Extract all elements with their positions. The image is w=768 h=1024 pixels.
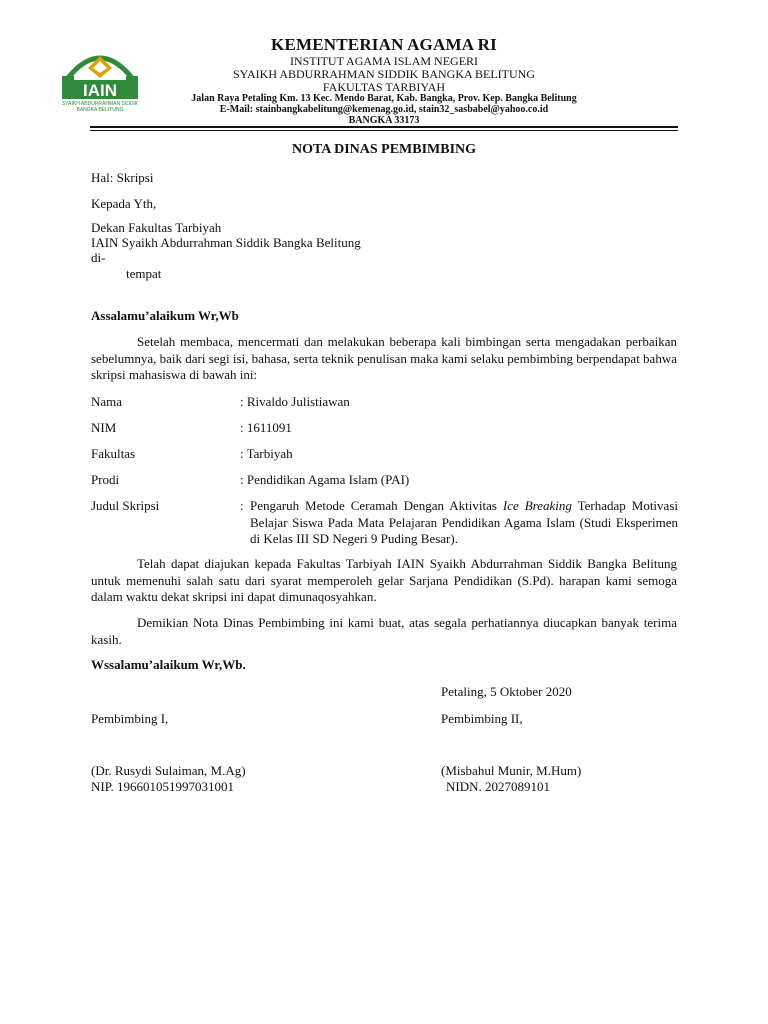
advisor-2-title: Pembimbing II, <box>441 711 523 726</box>
iain-logo-emblem <box>58 44 142 112</box>
recipient-line-2: IAIN Syaikh Abdurrahman Siddik Bangka Belitung <box>91 235 361 250</box>
judul-text-post: Terhadap Motivasi Belajar Siswa Pada Mata Pelajaran Pendidikan Agama Islam (Studi Eksperimen di Kelas III SD Negeri 9 Puding Besar). <box>250 498 678 546</box>
faculty-name: FAKULTAS TARBIYAH <box>322 80 446 94</box>
institute-city-postal: BANGKA 33173 <box>348 115 420 126</box>
iain-logo <box>58 44 142 112</box>
addressee-label: Kepada Yth, <box>91 196 157 211</box>
place-date: Petaling, 5 Oktober 2020 <box>441 684 572 699</box>
advisor-1-name: (Dr. Rusydi Sulaiman, M.Ag) <box>91 763 246 778</box>
logo-text: IAIN <box>83 81 117 100</box>
thanks-paragraph <box>91 615 677 648</box>
advisor-2-name: (Misbahul Munir, M.Hum) <box>441 763 582 778</box>
logo-caption-1: SYAIKH ABDURRAHMAN SIDDIK <box>61 101 139 107</box>
institute-address: Jalan Raya Petaling Km. 13 Kec. Mendo Barat, Kab. Bangka, Prov. Kep. Bangka Belitung <box>191 93 577 104</box>
submission-text: Telah dapat diajukan kepada Fakultas Tarbiyah IAIN Syaikh Abdurrahman Siddik Bangka Belitung untuk memenuhi salah satu dari syarat memperoleh gelar Sarjana Pendidikan (S.Pd). harapan kami semoga dalam waktu dekat skripsi ini dapat dimunaqosyahkan. <box>91 556 677 604</box>
field-label-nim: NIM <box>91 420 117 435</box>
intro-text: Setelah membaca, mencermati dan melakukan beberapa kali bimbingan serta mengadakan perbaikan sebelumnya, baik dari segi isi, bahasa, serta teknik penulisan maka kami selaku pembimbing berpendapat bahwa skripsi mahasiswa di bawah ini: <box>91 334 677 382</box>
field-value-nama: : Rivaldo Julistiawan <box>240 394 350 409</box>
field-label-judul: Judul Skripsi <box>91 498 160 513</box>
recipient-line-4: tempat <box>126 266 162 281</box>
field-value-nim: : 1611091 <box>240 420 292 435</box>
document-title: NOTA DINAS PEMBIMBING <box>291 142 477 157</box>
institute-full-name: SYAIKH ABDURRAHMAN SIDDIK BANGKA BELITUNG <box>232 67 535 81</box>
letterhead-divider-thick <box>90 126 678 128</box>
field-value-prodi: : Pendidikan Agama Islam (PAI) <box>240 472 410 487</box>
institute-name: INSTITUT AGAMA ISLAM NEGERI <box>289 54 479 68</box>
subject-line: Hal: Skripsi <box>91 170 154 185</box>
recipient-line-3: di- <box>91 250 106 265</box>
field-label-prodi: Prodi <box>91 472 120 487</box>
judul-text-italic: Ice Breaking <box>502 498 572 513</box>
intro-paragraph <box>91 334 677 384</box>
field-value-judul <box>250 498 678 548</box>
submission-paragraph <box>91 556 677 606</box>
judul-text-pre: Pengaruh Metode Ceramah Dengan Aktivitas <box>250 498 503 513</box>
thanks-text: Demikian Nota Dinas Pembimbing ini kami buat, atas segala perhatiannya diucapkan banyak terima kasih. <box>91 615 677 647</box>
closing-greeting: Wssalamu’alaikum Wr,Wb. <box>91 657 246 672</box>
advisor-2-id: NIDN. 2027089101 <box>446 779 550 794</box>
opening-greeting: Assalamu’alaikum Wr,Wb <box>91 308 239 323</box>
recipient-line-1: Dekan Fakultas Tarbiyah <box>91 220 222 235</box>
field-colon-judul: : <box>240 498 244 513</box>
letterhead-divider-thin <box>90 130 678 131</box>
logo-caption-2: BANGKA BELITUNG <box>76 107 124 112</box>
advisor-1-title: Pembimbing I, <box>91 711 169 726</box>
ministry-title: KEMENTERIAN AGAMA RI <box>271 35 497 54</box>
advisor-1-id: NIP. 196601051997031001 <box>91 779 235 794</box>
field-label-nama: Nama <box>91 394 123 409</box>
field-label-fakultas: Fakultas <box>91 446 136 461</box>
institute-email: E-Mail: stainbangkabelitung@kemenag.go.id, stain32_sasbabel@yahoo.co.id <box>219 104 549 115</box>
field-value-fakultas: : Tarbiyah <box>240 446 293 461</box>
